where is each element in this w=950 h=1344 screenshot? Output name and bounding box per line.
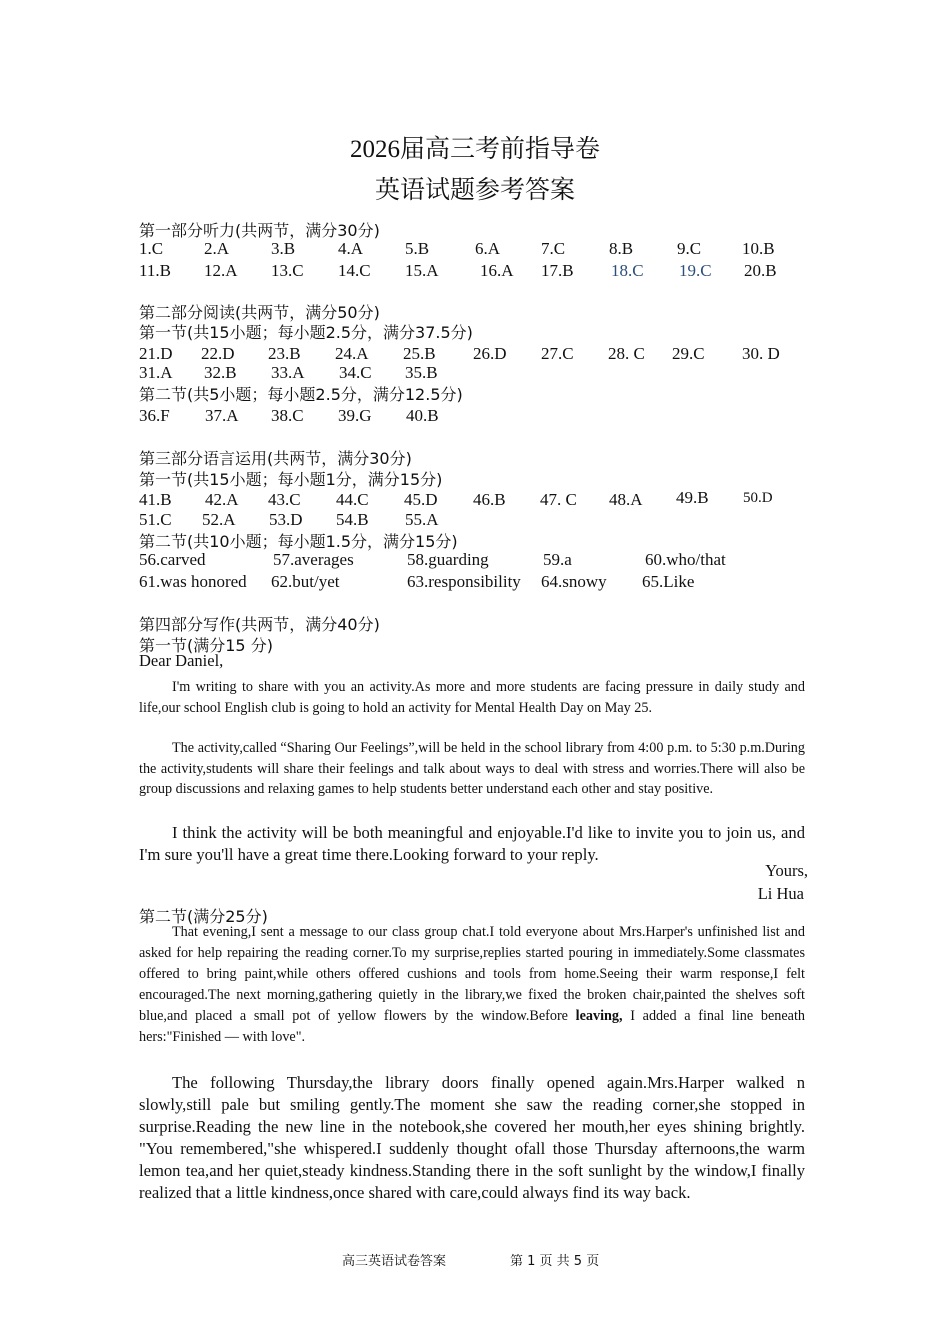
part4-section2-heading: 第二节(满分25分) [139, 907, 268, 926]
page-number: 第 1 页 共 5 页 [510, 1254, 600, 1269]
answer-item: 9.C [677, 239, 702, 258]
answer-item: 48.A [609, 490, 643, 509]
answer-item: 32.B [204, 363, 237, 382]
answer-item: 27.C [541, 344, 574, 363]
answer-item: 15.A [405, 261, 439, 280]
answer-item: 52.A [202, 510, 236, 529]
answer-item: 4.A [338, 239, 364, 258]
answer-item: 39.G [338, 406, 372, 425]
answer-item: 13.C [271, 261, 304, 280]
part1-heading: 第一部分听力(共两节，满分30分) [139, 221, 380, 240]
story-text: I added a final line beneath hers:"Finished — with love". [139, 1008, 805, 1046]
letter-paragraph: I think the activity will be both meaningful and enjoyable.I'd like to invite you to join us, and I'm sure you'll have a great time there.Looking forward to your reply. [139, 823, 805, 864]
part2-section1-heading: 第一节(共15小题；每小题2.5分，满分37.5分) [139, 323, 473, 342]
answer-item: 49.B [676, 488, 709, 507]
answer-item: 46.B [473, 490, 506, 509]
part2-heading: 第二部分阅读(共两节，满分50分) [139, 303, 380, 322]
part3-section2-heading: 第二节(共10小题；每小题1.5分，满分15分) [139, 532, 458, 551]
answer-item: 55.A [405, 510, 439, 529]
answer-item: 59.a [543, 550, 572, 569]
part4-heading: 第四部分写作(共两节，满分40分) [139, 615, 380, 634]
answer-item: 8.B [609, 239, 634, 258]
answer-item: 56.carved [139, 550, 206, 569]
part3-heading: 第三部分语言运用(共两节，满分30分) [139, 449, 412, 468]
document-subtitle: 英语试题参考答案 [374, 177, 575, 204]
answer-item: 26.D [473, 344, 507, 363]
answer-item: 6.A [475, 239, 501, 258]
answer-item: 50.D [743, 490, 773, 506]
answer-item: 10.B [742, 239, 775, 258]
answer-item: 57.averages [273, 550, 354, 569]
answer-item: 58.guarding [407, 550, 489, 569]
answer-item: 36.F [139, 406, 170, 425]
answer-item: 28. C [608, 344, 645, 363]
answer-item: 45.D [404, 490, 438, 509]
answer-item: 47. C [540, 490, 577, 509]
answer-item: 24.A [335, 344, 369, 363]
answer-item: 17.B [541, 261, 574, 280]
answer-item: 23.B [268, 344, 301, 363]
answer-item: 19.C [679, 261, 712, 280]
answer-item: 41.B [139, 490, 172, 509]
answer-item: 18.C [611, 261, 644, 280]
answer-item: 63.responsibility [407, 572, 521, 591]
answer-item: 21.D [139, 344, 173, 363]
answer-item: 44.C [336, 490, 369, 509]
answer-item: 12.A [204, 261, 238, 280]
answer-item: 61.was honored [139, 572, 247, 591]
answer-item: 62.but/yet [271, 572, 340, 591]
answer-item: 34.C [339, 363, 372, 382]
footer-label: 高三英语试卷答案 [342, 1254, 447, 1269]
answer-item: 33.A [271, 363, 305, 382]
answer-item: 5.B [405, 239, 430, 258]
answer-item: 11.B [139, 261, 171, 280]
answer-item: 25.B [403, 344, 436, 363]
answer-item: 14.C [338, 261, 371, 280]
answer-item: 16.A [480, 261, 514, 280]
answer-item: 2.A [204, 239, 230, 258]
part4-section1-heading: 第一节(满分15 分) [139, 636, 273, 655]
letter-greeting: Dear Daniel, [139, 651, 224, 670]
answer-item: 7.C [541, 239, 566, 258]
answer-item: 54.B [336, 510, 369, 529]
answer-item: 38.C [271, 406, 304, 425]
story-text: That evening,I sent a message to our class group chat.I told everyone about Mrs.Harper's unfinished list and asked for help repairing the reading corner.To my surprise,replies started pouring in immediately.Some classmates offered to bring paint,while others offered cushions and tools from home.Seeing their warm response,I felt encouraged.The next morning,gathering quietly in the library,we fixed the broken chair,painted the shelves soft blue,and placed a small pot of yellow flowers by the window.Before [139, 924, 805, 1025]
story-paragraph [139, 922, 805, 1049]
answer-item: 60.who/that [645, 550, 726, 569]
part3-section1-heading: 第一节(共15小题；每小题1分，满分15分) [139, 470, 443, 489]
document-title: 2026届高三考前指导卷 [349, 136, 600, 163]
story-paragraph: The following Thursday,the library doors finally opened again.Mrs.Harper walked n slowly,still pale but smiling gently.The moment she saw the reading corner,she stopped in surprise.Reading the new line in the notebook,she covered her mouth,her eyes shining brightly. "You remembered,"she whispered.I suddenly thought ofall those Thursday afternoons,the warm lemon tea,and her quiet,steady kindness.Standing there in the soft sunlight by the window,I finally realized that a little kindness,once shared with care,could always find its way back. [139, 1073, 805, 1202]
answer-item: 37.A [205, 406, 239, 425]
answer-item: 1.C [139, 239, 164, 258]
answer-item: 42.A [205, 490, 239, 509]
answer-item: 51.C [139, 510, 172, 529]
answer-item: 22.D [201, 344, 235, 363]
answer-item: 20.B [744, 261, 777, 280]
answer-item: 40.B [406, 406, 439, 425]
part2-section2-heading: 第二节(共5小题；每小题2.5分，满分12.5分) [139, 385, 463, 404]
answer-item: 3.B [271, 239, 296, 258]
answer-item: 53.D [269, 510, 303, 529]
answer-item: 31.A [139, 363, 173, 382]
letter-paragraph: I'm writing to share with you an activity.As more and more students are facing pressure in daily study and life,our school English club is going to hold an activity for Mental Health Day on May 25. [139, 679, 805, 716]
answer-item: 43.C [268, 490, 301, 509]
answer-item: 29.C [672, 344, 705, 363]
answer-item: 65.Like [642, 572, 695, 591]
answer-item: 30. D [742, 344, 780, 363]
story-bold-word: leaving, [575, 1008, 623, 1025]
answer-item: 35.B [405, 363, 438, 382]
letter-closing: Yours, [765, 861, 808, 880]
answer-item: 64.snowy [541, 572, 607, 591]
letter-signature: Li Hua [757, 884, 804, 903]
letter-paragraph: The activity,called “Sharing Our Feelings”,will be held in the school library from 4:00 p.m. to 5:30 p.m.During the activity,students will share their feelings and talk about ways to deal with stress and worries.There will also be group discussions and relaxing games to help students better understand each other and stay positive. [139, 740, 805, 797]
